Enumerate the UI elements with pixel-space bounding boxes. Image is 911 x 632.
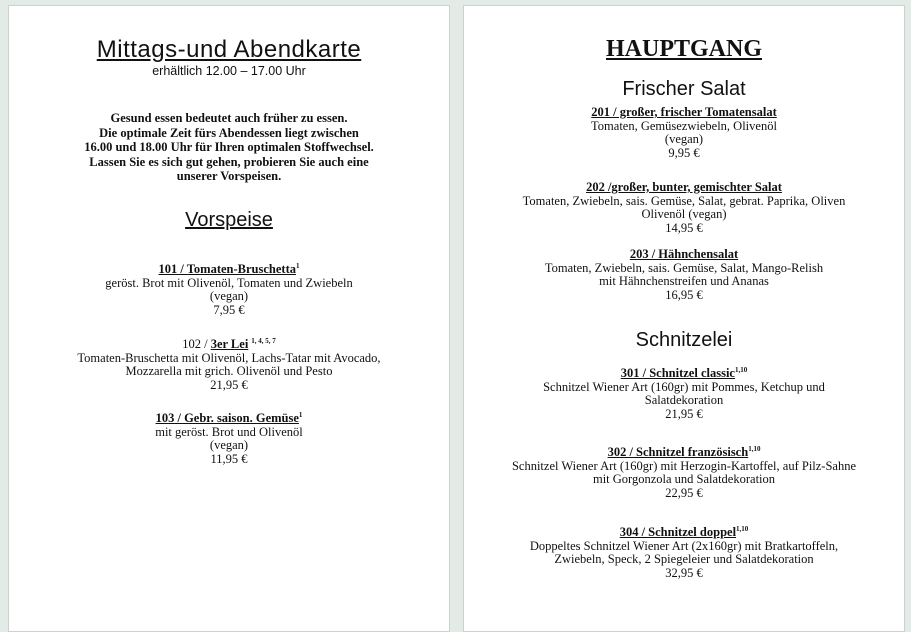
allergen-note: 1, 4, 5, 7 (251, 337, 276, 345)
item-description: Doppeltes Schnitzel Wiener Art (2x160gr) mit Bratkartoffeln, (529, 538, 839, 553)
item-price: 21,95 € (210, 377, 248, 392)
right-menu-page (463, 5, 905, 632)
item-description: Zwiebeln, Speck, 2 Spiegeleier und Salatdekoration (554, 552, 814, 567)
item-price: 11,95 € (210, 451, 248, 466)
item-description: (vegan) (664, 132, 704, 146)
menu-item (9, 335, 449, 392)
intro-text (9, 111, 449, 184)
menu-item (9, 260, 449, 317)
item-name: 202 /großer, bunter, gemischter Salat (586, 180, 782, 194)
intro-line: unserer Vorspeisen. (176, 169, 282, 183)
allergen-note: 1,10 (748, 445, 761, 453)
item-name: 103 / Gebr. saison. Gemüse (155, 411, 299, 426)
item-description: Tomaten, Gemüsezwiebeln, Olivenöl (591, 118, 777, 133)
menu-item (464, 181, 904, 235)
item-name: 201 / großer, frischer Tomatensalat (591, 105, 777, 119)
item-description: Tomaten, Zwiebeln, sais. Gemüse, Salat, gebrat. Paprika, Oliven (522, 193, 846, 208)
item-description: (vegan) (209, 289, 249, 304)
item-name: 301 / Schnitzel classic (620, 366, 735, 381)
menu-item (464, 523, 904, 580)
item-price: 22,95 € (665, 485, 703, 500)
allergen-note: 1 (298, 411, 303, 419)
item-price: 16,95 € (665, 287, 703, 302)
allergen-note: 1,10 (736, 525, 749, 533)
item-number: 102 / (182, 337, 211, 352)
intro-line: Gesund essen bedeutet auch früher zu essen. (110, 111, 348, 125)
item-price: 14,95 € (665, 220, 703, 235)
item-description: (vegan) (209, 438, 249, 453)
intro-line: Lassen Sie es sich gut gehen, probieren Sie auch eine (89, 154, 369, 169)
item-price: 9,95 € (668, 145, 700, 160)
item-description: mit Gorgonzola und Salatdekoration (592, 472, 776, 487)
menu-item (464, 106, 904, 160)
item-description: Salatdekoration (644, 393, 724, 408)
item-name: 101 / Tomaten-Bruschetta (158, 262, 296, 277)
item-description: Tomaten, Zwiebeln, sais. Gemüse, Salat, Mango-Relish (544, 260, 824, 275)
intro-line: 16.00 und 18.00 Uhr für Ihren optimalen Stoffwechsel. (84, 140, 374, 154)
menu-item (464, 443, 904, 500)
item-name: 203 / Hähnchensalat (629, 247, 739, 261)
allergen-note: 1,10 (734, 366, 748, 374)
item-description: mit Hähnchenstreifen und Ananas (599, 274, 769, 288)
item-price: 21,95 € (665, 406, 703, 421)
menu-item (464, 364, 904, 421)
section-heading-vorspeise: Vorspeise (185, 209, 273, 231)
item-description: Tomaten-Bruschetta mit Olivenöl, Lachs-Tatar mit Avocado, (77, 350, 381, 365)
item-description: Mozzarella mit grich. Olivenöl und Pesto (125, 364, 333, 379)
left-menu-page (8, 5, 450, 632)
item-description: Schnitzel Wiener Art (160gr) mit Pommes, Ketchup und (543, 379, 825, 394)
section-heading-schnitzelei: Schnitzelei (635, 329, 733, 351)
page-title: HAUPTGANG (606, 36, 762, 62)
item-description: Olivenöl (vegan) (641, 207, 727, 221)
item-description: geröst. Brot mit Olivenöl, Tomaten und Zwiebeln (105, 275, 353, 290)
item-name: 304 / Schnitzel doppel (619, 525, 737, 540)
item-price: 7,95 € (213, 302, 245, 317)
page-subtitle: erhältlich 12.00 – 17.00 Uhr (152, 64, 306, 78)
page-title: Mittags-und Abendkarte (96, 36, 362, 63)
item-description: mit geröst. Brot und Olivenöl (155, 424, 303, 439)
item-name: 3er Lei (210, 337, 249, 352)
item-name: 302 / Schnitzel französisch (607, 445, 749, 460)
menu-item (9, 409, 449, 466)
item-price: 32,95 € (665, 565, 703, 580)
intro-line: Die optimale Zeit fürs Abendessen liegt zwischen (99, 125, 359, 140)
section-heading-salat: Frischer Salat (622, 78, 746, 100)
allergen-note: 1 (296, 262, 300, 270)
item-description: Schnitzel Wiener Art (160gr) mit Herzogin-Kartoffel, auf Pilz-Sahne (511, 458, 857, 473)
menu-item (464, 248, 904, 302)
